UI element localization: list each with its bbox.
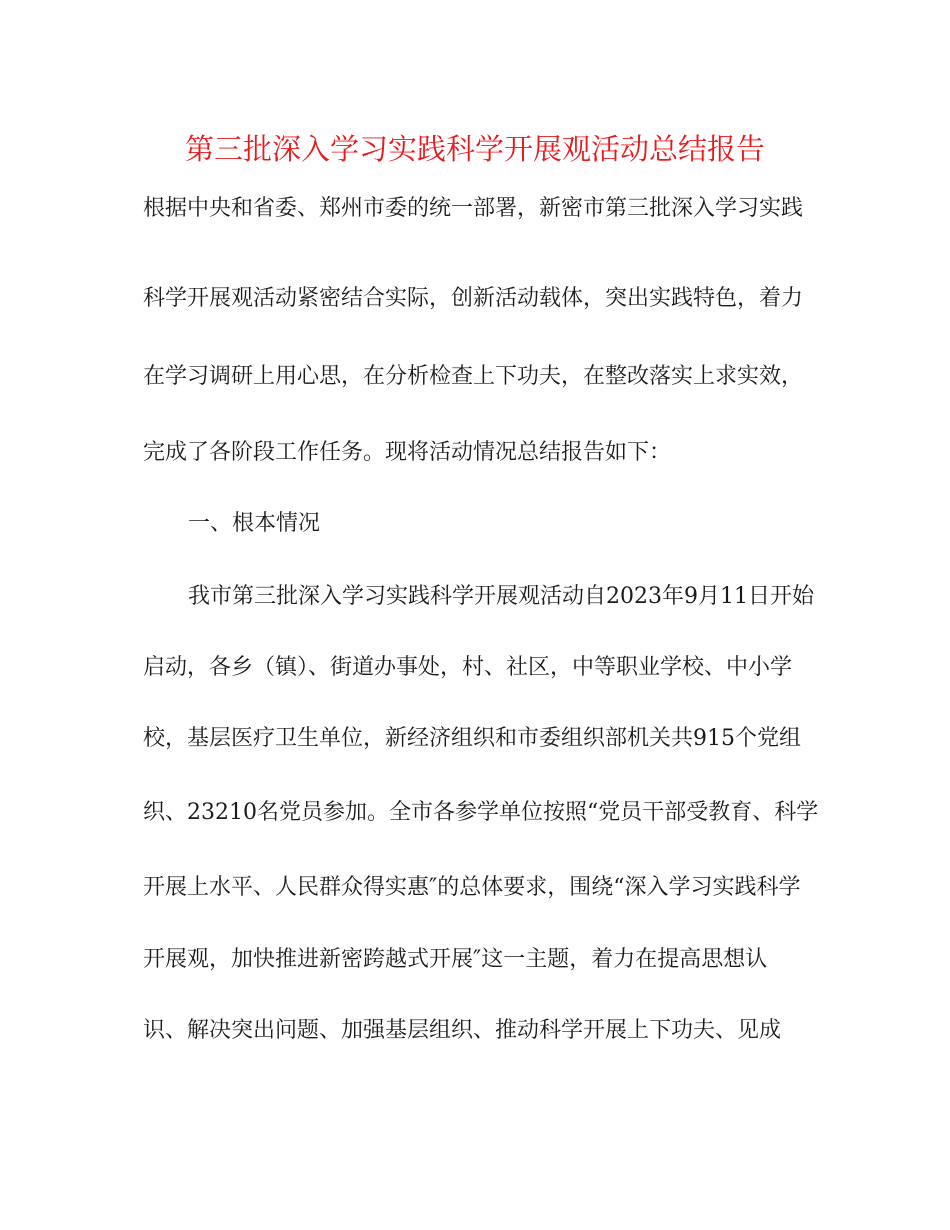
paragraph-line: 我市第三批深入学习实践科学开展观活动自2023年9月11日开始 <box>188 584 814 609</box>
paragraph-line: 完成了各阶段工作任务。现将活动情况总结报告如下： <box>143 440 672 465</box>
section-heading: 一、根本情况 <box>188 511 321 536</box>
document-title: 第三批深入学习实践科学开展观活动总结报告 <box>184 132 765 166</box>
paragraph-line: 启动，各乡（镇）、街道办事处，村、社区，中等职业学校、中小学 <box>143 655 793 680</box>
paragraph-line: 开展观，加快推进新密跨越式开展″这一主题，着力在提高思想认 <box>143 947 768 972</box>
paragraph-line: 根据中央和省委、郑州市委的统一部署，新密市第三批深入学习实践 <box>143 196 804 221</box>
paragraph-line: 织、23210名党员参加。全市各参学单位按照“党员干部受教育、科学 <box>143 800 819 825</box>
paragraph-line: 开展上水平、人民群众得实惠″的总体要求，围绕“深入学习实践科学 <box>143 875 801 900</box>
paragraph-line: 校，基层医疗卫生单位，新经济组织和市委组织部机关共915个党组 <box>143 726 801 751</box>
paragraph-line: 在学习调研上用心思，在分析检查上下功夫，在整改落实上求实效， <box>143 364 804 389</box>
paragraph-line: 科学开展观活动紧密结合实际，创新活动载体，突出实践特色，着力 <box>143 286 804 311</box>
paragraph-line: 识、解决突出问题、加强基层组织、推动科学开展上下功夫、见成 <box>143 1018 782 1043</box>
